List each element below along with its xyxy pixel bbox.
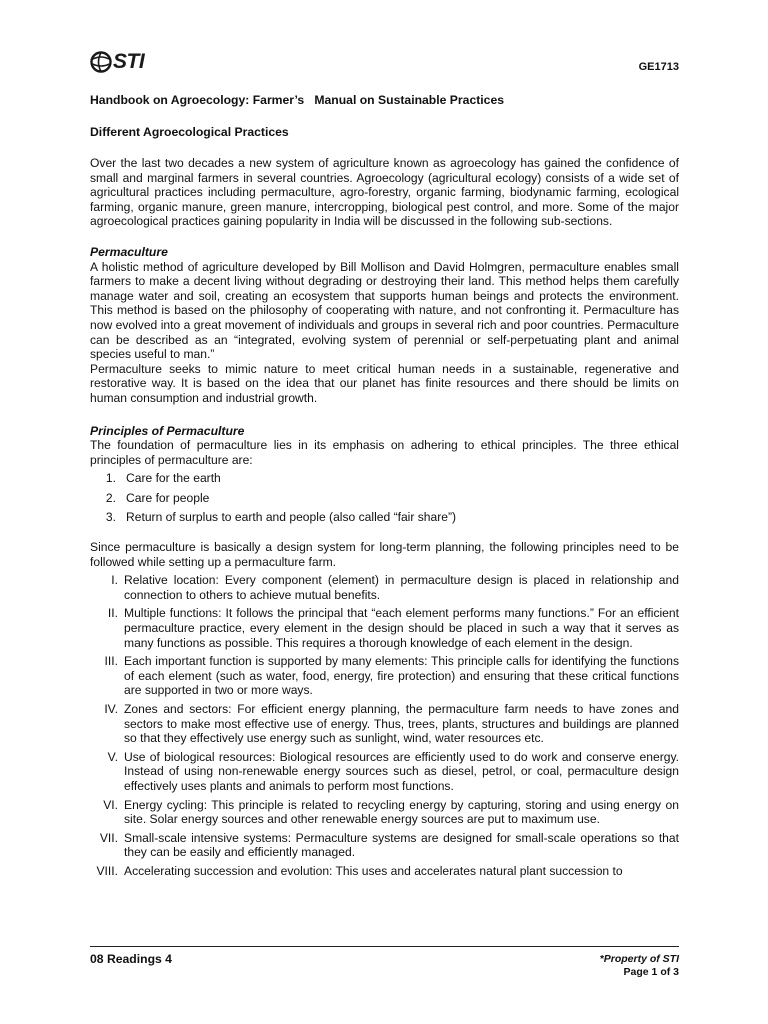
list-text: Care for the earth [126,471,221,486]
list-number: II. [107,606,118,621]
ethics-list [90,471,679,525]
list-item [90,606,679,650]
document-page [90,46,679,883]
list-text: Use of biological resources: Biological resources are efficiently used to do work and conserve energy. Instead of using non-renewable energy sources such as diesel, petrol, or coal, permaculture design effectively uses plants and animals to perform most functions. [124,749,679,793]
document-title: Handbook on Agroecology: Farmer’s Manual on Sustainable Practices [90,93,505,107]
list-item [90,510,679,525]
footer-property-note: *Property of STI [599,953,679,965]
list-item [90,491,679,506]
list-number: 1. [105,471,116,486]
list-item [90,471,679,486]
footer-course-label: 08 Readings 4 [90,952,172,966]
list-text: Care for people [126,490,210,505]
permaculture-paragraph-1: A holistic method of agriculture developed by Bill Mollison and David Holmgren, permaculture enables small farmers to make a decent living without degrading or destroying their land. This method helps them carefully manage water and soil, creating an ecosystem that supports human beings and protects the environment. This method is based on the philosophy of cooperating with nature, and not confronting it. Permaculture has now evolved into a great movement of individuals and groups in several rich and poor countries. Permaculture can be described as an “integrated, evolving system of perennial or self-perpetuating plant and animal species useful to man.” [90,259,679,362]
section-title: Different Agroecological Practices [90,125,289,139]
logo-text: STI [113,50,145,73]
list-number: 2. [105,490,116,505]
list-text: Energy cycling: This principle is related to recycling energy by capturing, storing and using energy on site. Solar energy sources and other renewable energy sources are put to maximum use. [124,797,679,827]
list-text: Relative location: Every component (element) in permaculture design is placed in relationship and connection to others to achieve mutual benefits. [124,573,679,602]
list-number: V. [107,749,118,764]
list-number: I. [111,573,118,588]
list-number: VIII. [96,863,118,878]
design-principles-list [90,573,679,878]
document-id: GE1713 [638,61,679,73]
list-number: 3. [105,510,116,525]
principles-paragraph: The foundation of permaculture lies in its emphasis on adhering to ethical principles. The three ethical principles of permaculture are: [90,438,679,467]
list-item [90,798,679,827]
design-principles-intro: Since permaculture is basically a design system for long-term planning, the following principles need to be followed while setting up a permaculture farm. [90,540,679,569]
list-text: Zones and sectors: For efficient energy planning, the permaculture farm needs to have zones and sectors to make most effective use of energy. Thus, trees, plants, structures and buildings are planned so that they effectively use energy such as sunlight, wind, water resources etc. [124,702,679,746]
list-text: Accelerating succession and evolution: This uses and accelerates natural plant succession to [124,863,623,878]
intro-paragraph: Over the last two decades a new system of agriculture known as agroecology has gained the confidence of small and marginal farmers in several countries. Agroecology (agricultural ecology) consists of a wide set of agricultural practices including permaculture, agro-forestry, organic farming, biodynamic farming, ecological farming, organic manure, green manure, intercropping, biological pest control, and more. Some of the major agroecological practices gaining popularity in India will be discussed in the following sub-sections. [90,156,679,229]
sti-logo [90,50,144,74]
page-number: Page 1 of 3 [623,966,679,978]
list-text: Multiple functions: It follows the principal that “each element performs many functions.” For an efficient permaculture practice, every element in the design should be placed in such a way that it serves as many functions as possible. This requires a thorough knowledge of each element in the design. [124,606,679,650]
page-footer [90,946,679,978]
list-text: Return of surplus to earth and people (also called “fair share”) [126,510,457,525]
list-item [90,702,679,746]
list-item [90,864,679,879]
list-number: IV. [104,702,118,716]
list-number: VI. [103,797,118,812]
footer-right [600,953,679,979]
permaculture-paragraph-2: Permaculture seeks to mimic nature to meet critical human needs in a sustainable, regenerative and restorative way. It is based on the idea that our planet has finite resources and there should be limits on human consumption and industrial growth. [90,361,679,405]
page-header [90,46,679,82]
list-item [90,750,679,794]
list-number: III. [104,654,118,669]
list-item [90,654,679,698]
list-item [90,831,679,860]
principles-heading: Principles of Permaculture [90,423,245,438]
list-item [90,573,679,602]
permaculture-heading: Permaculture [90,244,168,259]
list-number: VII. [99,830,118,845]
list-text: Small-scale intensive systems: Permaculture systems are designed for small-scale operations so that they can be easily and efficiently managed. [124,830,679,860]
sti-globe-icon [90,51,112,73]
list-text: Each important function is supported by many elements: This principle calls for identifying the functions of each element (such as water, food, energy, fire protection) and ensuring that these critical functions are supported in two or more ways. [124,654,679,698]
